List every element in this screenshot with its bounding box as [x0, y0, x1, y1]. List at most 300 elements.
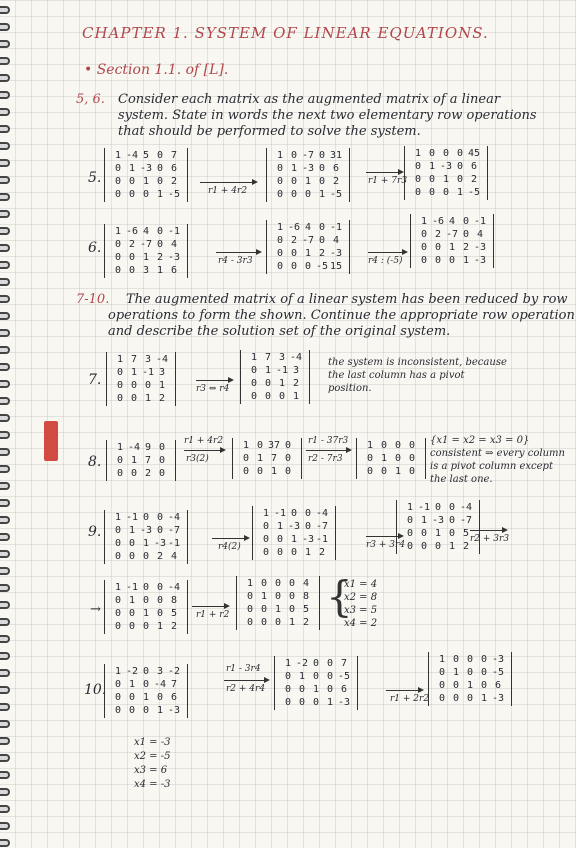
matrix-row [417, 228, 487, 241]
matrix-entry: 0 [318, 235, 326, 246]
p9-matrix-5 [236, 576, 320, 630]
matrix-entry: 1 [278, 378, 286, 389]
matrix-entry: -4 [289, 352, 303, 363]
p7-matrix-1 [106, 352, 176, 406]
matrix-entry: 0 [276, 261, 284, 272]
matrix-entry: 1 [394, 466, 402, 477]
p8-op-2a: r1 - 37r3 [308, 436, 349, 446]
matrix-entry: 0 [284, 697, 292, 708]
spiral-ring [0, 346, 10, 354]
matrix-entry: 0 [304, 189, 312, 200]
matrix-entry: 0 [242, 466, 250, 477]
matrix-row [111, 264, 181, 277]
matrix-entry: 0 [246, 604, 254, 615]
p9-solution-4: x4 = 2 [344, 618, 378, 629]
matrix-row [273, 162, 343, 175]
matrix-entry: 0 [114, 176, 122, 187]
matrix-entry: -3 [167, 252, 181, 263]
matrix-entry: 1 [304, 248, 312, 259]
problem-5-label: 5. [88, 170, 102, 186]
matrix-row [411, 160, 481, 173]
matrix-entry: 0 [290, 261, 298, 272]
matrix-row [113, 467, 169, 480]
matrix-entry: 1 [290, 163, 298, 174]
matrix-entry: -5 [467, 187, 481, 198]
matrix-entry: 0 [466, 693, 474, 704]
matrix-entry: 0 [114, 705, 122, 716]
spiral-ring [0, 278, 10, 286]
matrix-entry: 0 [242, 453, 250, 464]
matrix-entry: -1 [417, 502, 431, 513]
matrix-entry: 0 [114, 163, 122, 174]
matrix-entry: -4 [167, 512, 181, 523]
matrix-row [273, 149, 343, 162]
matrix-row [363, 465, 419, 478]
spiral-ring [0, 788, 10, 796]
matrix-entry: 7 [130, 354, 138, 365]
matrix-entry: 1 [114, 512, 122, 523]
matrix-entry: -3 [139, 525, 153, 536]
matrix-entry: -1 [473, 216, 487, 227]
p9-op-2: r3 + 3r4 [366, 540, 406, 550]
matrix-row [243, 577, 313, 590]
matrix-entry: 0 [142, 666, 150, 677]
matrix-entry: 9 [144, 442, 152, 453]
matrix-entry: 0 [406, 541, 414, 552]
matrix-entry: 0 [318, 176, 326, 187]
matrix-entry: 0 [250, 378, 258, 389]
matrix-entry: 0 [114, 239, 122, 250]
matrix-entry: 0 [250, 391, 258, 402]
matrix-entry: 0 [290, 547, 298, 558]
matrix-entry: 2 [292, 378, 300, 389]
matrix-entry: 1 [304, 176, 312, 187]
p7-matrix-2 [240, 350, 310, 404]
matrix-entry: 0 [434, 502, 442, 513]
p8-arrow-2 [306, 450, 350, 451]
matrix-entry: -7 [139, 239, 153, 250]
matrix-entry: 0 [156, 239, 164, 250]
matrix-entry: 4 [302, 578, 310, 589]
spiral-ring [0, 261, 10, 269]
matrix-entry: 0 [428, 148, 436, 159]
matrix-row [273, 188, 343, 201]
matrix-entry: 0 [298, 697, 306, 708]
matrix-entry: 0 [366, 453, 374, 464]
matrix-entry: 1 [434, 528, 442, 539]
matrix-entry: 0 [326, 684, 334, 695]
spiral-ring [0, 448, 10, 456]
matrix-row [403, 540, 473, 553]
matrix-entry: 0 [406, 515, 414, 526]
spiral-ring [0, 737, 10, 745]
spiral-ring [0, 193, 10, 201]
matrix-entry: -1 [315, 534, 329, 545]
page-tab-marker [44, 421, 58, 461]
matrix-entry: 1 [250, 352, 258, 363]
matrix-entry: -4 [167, 582, 181, 593]
matrix-entry: 2 [434, 229, 442, 240]
matrix-entry: 3 [142, 265, 150, 276]
spiral-ring [0, 533, 10, 541]
p8-note-line1: {x1 = x2 = x3 = 0} [430, 435, 530, 446]
p6-arrow-1 [216, 252, 260, 253]
matrix-entry: 0 [260, 604, 268, 615]
matrix-entry: 0 [128, 551, 136, 562]
matrix-entry: 0 [142, 582, 150, 593]
matrix-entry: -4 [155, 354, 169, 365]
matrix-row [435, 653, 505, 666]
matrix-entry: 0 [380, 440, 388, 451]
matrix-entry: 1 [284, 658, 292, 669]
matrix-entry: 0 [114, 525, 122, 536]
matrix-entry: 7 [170, 150, 178, 161]
spiral-binding [0, 0, 12, 848]
matrix-row [111, 620, 181, 633]
matrix-entry: -6 [287, 222, 301, 233]
p7-op-1: r3 ⇔ r4 [196, 384, 230, 394]
matrix-entry: 0 [276, 547, 284, 558]
p10-solution-4: x4 = -3 [134, 779, 171, 790]
matrix-entry: 1 [276, 150, 284, 161]
matrix-row [259, 520, 329, 533]
p6-matrix-2 [266, 220, 350, 274]
matrix-row [411, 147, 481, 160]
matrix-entry: 0 [480, 667, 488, 678]
matrix-entry: 0 [434, 255, 442, 266]
matrix-entry: 0 [130, 468, 138, 479]
p6-arrow-2 [368, 252, 406, 253]
p10-solution-1: x1 = -3 [134, 737, 171, 748]
matrix-entry: 0 [156, 512, 164, 523]
matrix-entry: -3 [301, 534, 315, 545]
matrix-entry: 0 [116, 455, 124, 466]
matrix-entry: 0 [462, 216, 470, 227]
matrix-entry: -6 [431, 216, 445, 227]
matrix-entry: -6 [125, 226, 139, 237]
matrix-entry: 0 [318, 163, 326, 174]
spiral-ring [0, 108, 10, 116]
matrix-entry: 4 [448, 216, 456, 227]
spiral-ring [0, 669, 10, 677]
matrix-entry: 0 [262, 547, 270, 558]
matrix-entry: 2 [144, 468, 152, 479]
matrix-row [239, 465, 295, 478]
p9-solution-1: x1 = 4 [344, 579, 378, 590]
matrix-entry: 0 [116, 380, 124, 391]
matrix-entry: 4 [142, 226, 150, 237]
spiral-ring [0, 550, 10, 558]
matrix-entry: 0 [274, 617, 282, 628]
matrix-entry: 0 [276, 163, 284, 174]
matrix-entry: 0 [438, 667, 446, 678]
matrix-entry: 0 [462, 229, 470, 240]
problem-9-label: 9. [88, 524, 102, 540]
p5-op-2: r1 + 7r3 [368, 176, 408, 186]
matrix-row [111, 704, 181, 717]
matrix-row [111, 175, 181, 188]
matrix-entry: 0 [156, 525, 164, 536]
spiral-ring [0, 176, 10, 184]
spiral-ring [0, 125, 10, 133]
matrix-entry: -5 [491, 667, 505, 678]
matrix-entry: 0 [128, 608, 136, 619]
matrix-entry: 1 [480, 693, 488, 704]
matrix-entry: 1 [462, 255, 470, 266]
matrix-entry: 0 [290, 508, 298, 519]
matrix-row [273, 221, 343, 234]
matrix-entry: 0 [128, 189, 136, 200]
matrix-entry: 7 [270, 453, 278, 464]
matrix-entry: 0 [276, 534, 284, 545]
matrix-entry: 0 [128, 705, 136, 716]
matrix-entry: 1 [142, 692, 150, 703]
matrix-entry: 0 [250, 365, 258, 376]
matrix-row [113, 379, 169, 392]
p7-note-line2: the last column has a pivot [328, 370, 465, 381]
block1-line2: system. State in words the next two elementary row operations [118, 108, 537, 123]
matrix-entry: -4 [153, 679, 167, 690]
matrix-entry: -1 [167, 538, 181, 549]
matrix-entry: 2 [318, 547, 326, 558]
spiral-ring [0, 754, 10, 762]
matrix-entry: 0 [114, 608, 122, 619]
matrix-entry: 0 [304, 508, 312, 519]
matrix-row [281, 683, 351, 696]
matrix-entry: 4 [332, 235, 340, 246]
matrix-row [273, 260, 343, 273]
matrix-entry: 2 [302, 617, 310, 628]
matrix-entry: -5 [167, 189, 181, 200]
p6-matrix-3 [410, 214, 494, 268]
p8-arrow-1 [184, 450, 224, 451]
matrix-row [435, 666, 505, 679]
spiral-ring [0, 652, 10, 660]
spiral-ring [0, 227, 10, 235]
p10-arrow-1 [224, 680, 268, 681]
matrix-entry: -1 [125, 582, 139, 593]
matrix-entry: 5 [462, 528, 470, 539]
matrix-row [113, 392, 169, 405]
p9-arrow-3 [470, 530, 506, 531]
matrix-entry: -3 [491, 693, 505, 704]
p7-arrow-1 [196, 380, 232, 381]
matrix-row [111, 594, 181, 607]
matrix-row [247, 390, 303, 403]
matrix-entry: 0 [414, 161, 422, 172]
block2-number: 7-10. [76, 292, 110, 307]
matrix-entry: 0 [156, 163, 164, 174]
matrix-entry: 2 [470, 174, 478, 185]
matrix-entry: 0 [290, 189, 298, 200]
matrix-entry: 8 [170, 595, 178, 606]
matrix-entry: 1 [452, 667, 460, 678]
p9-solution-brace: { [326, 572, 353, 621]
matrix-entry: 0 [130, 380, 138, 391]
matrix-entry: -3 [287, 521, 301, 532]
block1-number: 5, 6. [76, 92, 105, 107]
matrix-row [111, 188, 181, 201]
matrix-entry: 5 [142, 150, 150, 161]
matrix-entry: 1 [442, 174, 450, 185]
matrix-entry: 0 [116, 367, 124, 378]
matrix-row [259, 546, 329, 559]
matrix-entry: 6 [170, 163, 178, 174]
matrix-entry: 0 [156, 692, 164, 703]
matrix-entry: 1 [142, 608, 150, 619]
block2-line1: The augmented matrix of a linear system has been reduced by row [126, 292, 568, 307]
matrix-entry: 2 [128, 239, 136, 250]
matrix-entry: 0 [318, 150, 326, 161]
matrix-entry: 0 [156, 176, 164, 187]
matrix-entry: 0 [128, 176, 136, 187]
matrix-row [417, 241, 487, 254]
matrix-row [111, 678, 181, 691]
spiral-ring [0, 686, 10, 694]
matrix-entry: -4 [315, 508, 329, 519]
matrix-entry: 1 [142, 176, 150, 187]
matrix-entry: 7 [340, 658, 348, 669]
matrix-entry: 0 [408, 453, 416, 464]
matrix-entry: -3 [329, 248, 343, 259]
matrix-entry: 1 [142, 252, 150, 263]
spiral-ring [0, 839, 10, 847]
matrix-entry: 1 [304, 547, 312, 558]
matrix-row [435, 692, 505, 705]
matrix-row [273, 234, 343, 247]
matrix-row [247, 377, 303, 390]
matrix-row [111, 665, 181, 678]
spiral-ring [0, 720, 10, 728]
matrix-entry: -5 [337, 671, 351, 682]
matrix-entry: 4 [170, 551, 178, 562]
matrix-entry: 0 [448, 255, 456, 266]
p10-op-1a: r1 - 3r4 [226, 664, 261, 674]
matrix-entry: 0 [420, 229, 428, 240]
matrix-entry: -5 [329, 189, 343, 200]
matrix-entry: -3 [139, 163, 153, 174]
matrix-entry: 1 [128, 163, 136, 174]
matrix-entry: 8 [302, 591, 310, 602]
matrix-entry: -1 [273, 508, 287, 519]
matrix-row [281, 670, 351, 683]
p5-matrix-1 [104, 148, 188, 202]
matrix-entry: 1 [270, 466, 278, 477]
matrix-entry: 0 [428, 174, 436, 185]
matrix-entry: 0 [130, 393, 138, 404]
p6-op-2: r4 : (-5) [368, 256, 403, 266]
p8-op-1a: r1 + 4r2 [184, 436, 224, 446]
matrix-entry: 1 [448, 242, 456, 253]
matrix-row [113, 353, 169, 366]
matrix-entry: -1 [167, 226, 181, 237]
p6-op-1: r4 - 3r3 [218, 256, 253, 266]
matrix-row [411, 173, 481, 186]
matrix-entry: 0 [156, 150, 164, 161]
matrix-entry: -2 [125, 666, 139, 677]
matrix-entry: 0 [142, 189, 150, 200]
matrix-entry: -3 [153, 538, 167, 549]
matrix-entry: 1 [288, 617, 296, 628]
matrix-entry: -7 [459, 515, 473, 526]
matrix-entry: 0 [284, 684, 292, 695]
matrix-entry: 0 [304, 261, 312, 272]
matrix-row [113, 441, 169, 454]
matrix-entry: 1 [246, 578, 254, 589]
matrix-entry: 0 [442, 187, 450, 198]
matrix-entry: 0 [288, 591, 296, 602]
matrix-entry: 0 [456, 148, 464, 159]
matrix-entry: -3 [439, 161, 453, 172]
matrix-entry: 0 [448, 502, 456, 513]
matrix-entry: 0 [116, 468, 124, 479]
matrix-entry: 0 [142, 621, 150, 632]
matrix-row [111, 537, 181, 550]
matrix-entry: 2 [290, 235, 298, 246]
matrix-entry: 0 [290, 150, 298, 161]
matrix-entry: 0 [116, 393, 124, 404]
matrix-entry: 0 [298, 684, 306, 695]
matrix-entry: 0 [142, 705, 150, 716]
matrix-row [111, 162, 181, 175]
matrix-entry: 4 [304, 222, 312, 233]
problem-8-label: 8. [88, 454, 102, 470]
matrix-entry: 6 [170, 692, 178, 703]
matrix-row [243, 616, 313, 629]
matrix-entry: 1 [116, 354, 124, 365]
matrix-row [273, 247, 343, 260]
matrix-entry: 0 [288, 578, 296, 589]
matrix-entry: 0 [284, 453, 292, 464]
spiral-ring [0, 40, 10, 48]
matrix-entry: 0 [276, 176, 284, 187]
matrix-entry: 0 [434, 541, 442, 552]
matrix-entry: 0 [452, 654, 460, 665]
matrix-entry: 0 [158, 442, 166, 453]
matrix-entry: 0 [276, 235, 284, 246]
matrix-entry: 0 [456, 174, 464, 185]
matrix-row [111, 251, 181, 264]
matrix-row [111, 581, 181, 594]
matrix-entry: 0 [414, 174, 422, 185]
matrix-entry: 1 [448, 541, 456, 552]
matrix-entry: 3 [158, 367, 166, 378]
p8-note-line3: is a pivot column except [430, 461, 553, 472]
matrix-entry: 1 [130, 367, 138, 378]
matrix-row [259, 507, 329, 520]
matrix-entry: 0 [262, 534, 270, 545]
matrix-entry: 15 [329, 261, 343, 272]
matrix-entry: -7 [315, 521, 329, 532]
matrix-row [111, 511, 181, 524]
matrix-entry: 0 [438, 693, 446, 704]
p8-matrix-2 [232, 438, 302, 479]
matrix-entry: 1 [318, 189, 326, 200]
matrix-entry: -2 [167, 666, 181, 677]
matrix-entry: 31 [329, 150, 343, 161]
matrix-entry: 0 [420, 541, 428, 552]
matrix-entry: 5 [302, 604, 310, 615]
p9-arrow-4 [192, 606, 228, 607]
matrix-entry: 3 [144, 354, 152, 365]
p6-matrix-1 [104, 224, 188, 278]
matrix-entry: 1 [262, 508, 270, 519]
matrix-entry: 0 [274, 591, 282, 602]
p5-arrow-2 [366, 172, 402, 173]
spiral-ring [0, 244, 10, 252]
matrix-entry: -7 [445, 229, 459, 240]
matrix-entry: 0 [290, 248, 298, 259]
